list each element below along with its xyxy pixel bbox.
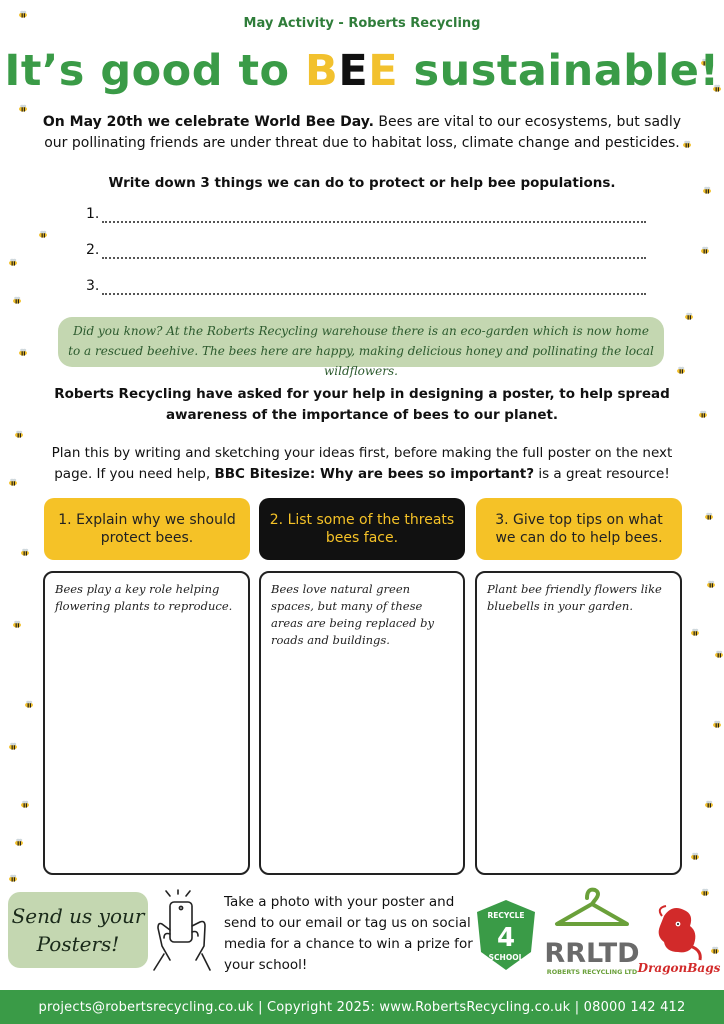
spacer <box>86 222 646 242</box>
headline-bee-letter-3: E <box>368 46 399 96</box>
bee-icon <box>8 874 18 882</box>
bee-icon <box>712 720 722 728</box>
send-line-2: Posters! <box>36 932 120 956</box>
poster-request: Roberts Recycling have asked for your help in designing a poster, to help spread awareness of the importance of bees to our planet. <box>54 386 670 423</box>
intro-paragraph <box>40 112 684 154</box>
bee-icon <box>690 628 700 636</box>
answer-box-tips[interactable]: Plant bee friendly flowers like bluebells in your garden. <box>475 571 682 875</box>
rrltd-main: RRLTD <box>544 938 640 969</box>
bee-icon <box>14 838 24 846</box>
bee-icon <box>14 430 24 438</box>
answer-line-number: 1. <box>86 206 100 222</box>
footer-contact: projects@robertsrecycling.co.uk | Copyright 2025: www.RobertsRecycling.co.uk | 08000 142 412 <box>0 990 724 1024</box>
answer-line-number: 2. <box>86 242 100 258</box>
bee-icon <box>8 478 18 486</box>
bee-icon <box>20 800 30 808</box>
answer-line-3[interactable] <box>86 278 646 298</box>
plan-text-end: is a great resource! <box>534 466 670 482</box>
dotted-line <box>102 257 646 259</box>
bee-icon <box>700 888 710 896</box>
answer-box-threats[interactable]: Bees love natural green spaces, but many of these areas are being replaced by roads and buildings. <box>259 571 465 875</box>
intro-lead: On May 20th we celebrate World Bee Day. <box>42 114 374 130</box>
intro-body: Bees are vital to our ecosystems, but sadly our pollinating friends are under threat due to habitat loss, climate change and pesticides. <box>44 114 682 151</box>
bee-icon <box>714 650 724 658</box>
r4s-top: RECYCLE <box>487 911 525 920</box>
headline-bee-letter-2: E <box>338 46 369 96</box>
column-heading-why: 1. Explain why we should protect bees. <box>44 498 250 560</box>
plan-text: Plan this by writing and sketching your ideas first, before making the full poster on the next page. If you need help, <box>51 445 673 482</box>
send-posters-bubble <box>8 892 148 968</box>
rrltd-sub: ROBERTS RECYCLING LTD <box>546 968 638 976</box>
activity-label: May Activity - Roberts Recycling <box>243 16 481 31</box>
bee-icon <box>18 348 28 356</box>
headline-bee-letter-1: B <box>305 46 339 96</box>
did-you-know-callout: Did you know? At the Roberts Recycling warehouse there is an eco-garden which is now home to a rescued beehive. The bees here are happy, making delicious honey and pollinating the local wildflowers. <box>58 317 664 367</box>
bee-icon <box>12 296 22 304</box>
phone-photo-icon <box>150 890 218 972</box>
headline-prefix: It’s good to <box>4 46 306 96</box>
bee-icon <box>24 700 34 708</box>
bee-icon <box>8 258 18 266</box>
answer-line-2[interactable] <box>86 242 646 262</box>
write-prompt: Write down 3 things we can do to protect or help bee populations. <box>108 175 616 191</box>
bee-icon <box>38 230 48 238</box>
send-line-1: Send us your <box>11 904 145 928</box>
rrltd-logo <box>544 882 640 978</box>
bee-icon <box>704 800 714 808</box>
bee-icon <box>700 246 710 254</box>
bee-icon <box>706 580 716 588</box>
resource-link[interactable]: BBC Bitesize: Why are bees so important? <box>214 466 535 482</box>
headline-suffix: sustainable! <box>398 46 720 96</box>
bee-icon <box>20 548 30 556</box>
r4s-bottom: SCHOOL <box>488 953 524 962</box>
column-heading-threats: 2. List some of the threats bees face. <box>259 498 465 560</box>
recycle-4-school-logo <box>473 898 539 972</box>
answer-box-why[interactable]: Bees play a key role helping flowering plants to reproduce. <box>43 571 250 875</box>
bee-icon <box>8 742 18 750</box>
answer-line-number: 3. <box>86 278 100 294</box>
bee-icon <box>702 186 712 194</box>
plan-paragraph <box>40 443 684 485</box>
dotted-line <box>102 293 646 295</box>
dragonbags-name: DragonBags <box>637 961 721 975</box>
bee-icon <box>12 620 22 628</box>
dragonbags-logo <box>637 902 721 978</box>
page-headline <box>0 46 724 96</box>
column-heading-tips: 3. Give top tips on what we can do to help bees. <box>476 498 682 560</box>
photo-instructions: Take a photo with your poster and send to our email or tag us on social media for a chance to win a prize for your school! <box>224 894 473 973</box>
bee-icon <box>676 366 686 374</box>
r4s-number: 4 <box>496 923 516 953</box>
headline-bee-word <box>305 46 398 96</box>
bee-icon <box>704 512 714 520</box>
bee-icon <box>698 410 708 418</box>
bee-icon <box>684 312 694 320</box>
bee-icon <box>690 852 700 860</box>
bee-icon <box>18 104 28 112</box>
